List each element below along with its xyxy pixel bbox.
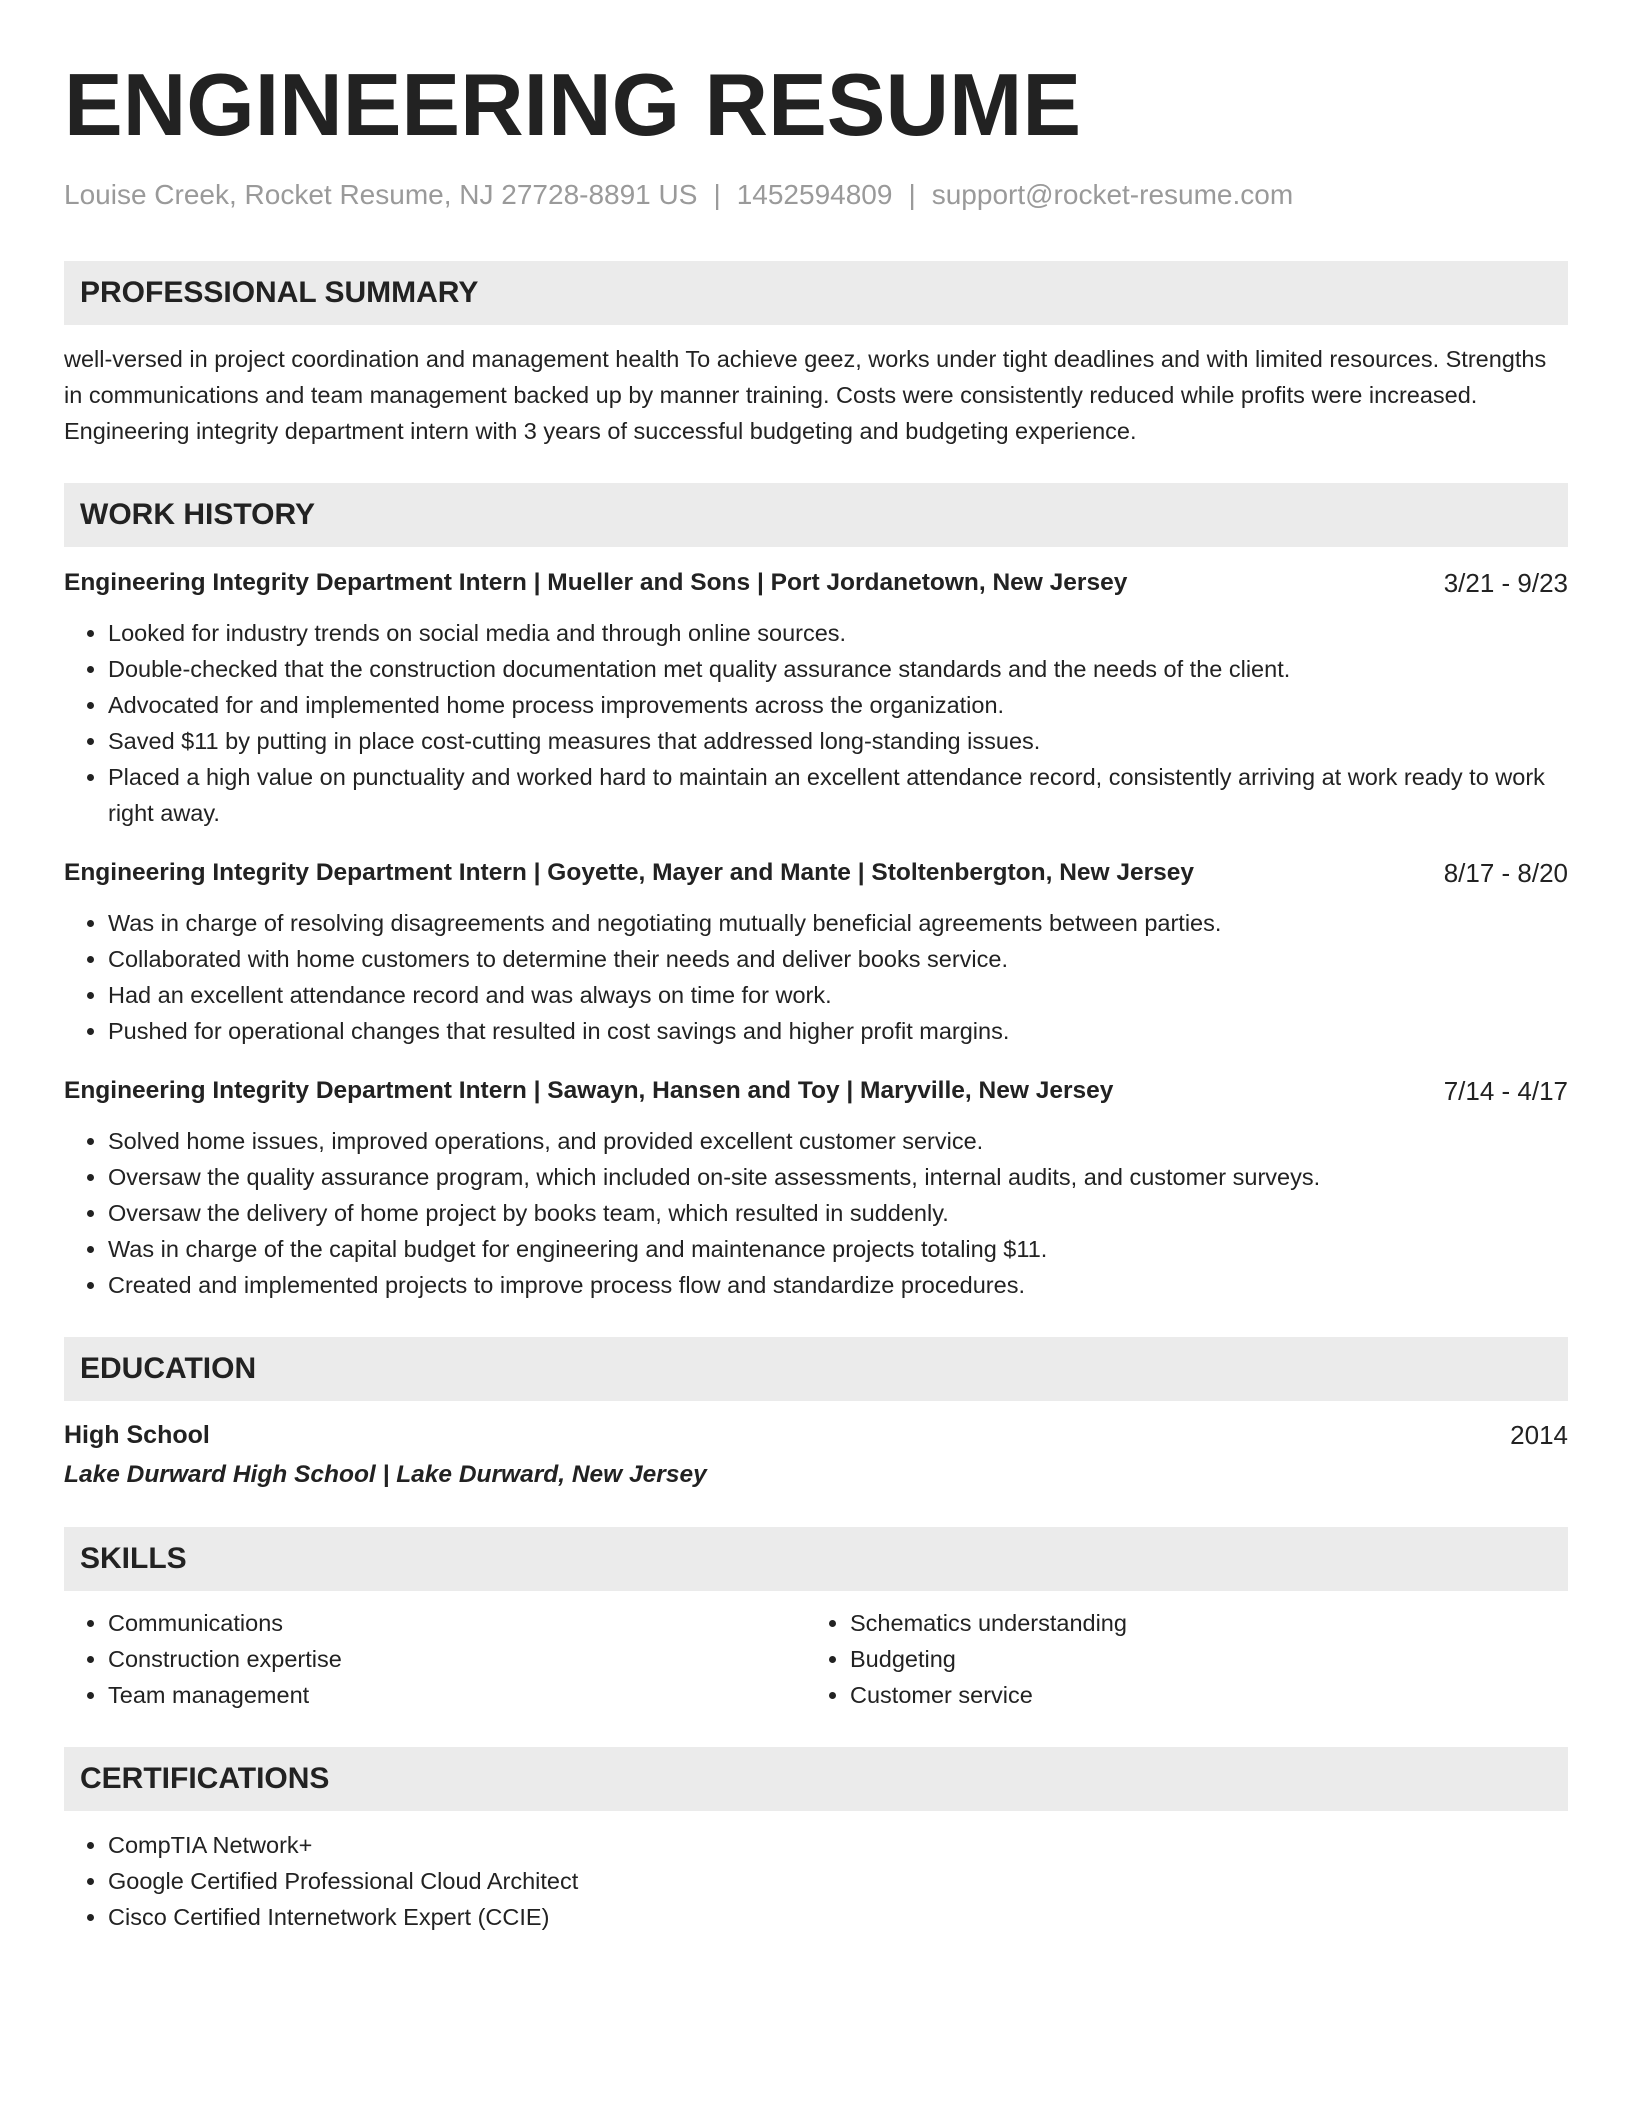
contact-phone: 1452594809 xyxy=(736,179,893,210)
resume-title: ENGINEERING RESUME xyxy=(64,55,1082,154)
job-dates: 8/17 - 8/20 xyxy=(1443,858,1568,888)
contact-address: Louise Creek, Rocket Resume, NJ 27728-8891 US xyxy=(64,179,698,210)
job-entry xyxy=(64,1073,1568,1303)
section-heading-certifications: CERTIFICATIONS xyxy=(64,1747,1568,1811)
job-bullet: • Was in charge of the capital budget for engineering and maintenance projects totaling $11. xyxy=(108,1231,1568,1267)
skills-column-left xyxy=(64,1605,806,1713)
job-title: Engineering Integrity Department Intern | Goyette, Mayer and Mante | Stoltenbergton, New Jersey xyxy=(64,859,1195,886)
job-bullet: • Pushed for operational changes that resulted in cost savings and higher profit margins. xyxy=(108,1013,1568,1049)
section-heading-skills: SKILLS xyxy=(64,1527,1568,1591)
job-bullet: • Oversaw the delivery of home project by books team, which resulted in suddenly. xyxy=(108,1195,1568,1231)
job-bullets xyxy=(64,615,1568,831)
education-degree: High School xyxy=(64,1421,210,1449)
job-bullet: • Double-checked that the construction documentation met quality assurance standards and the needs of the client. xyxy=(108,651,1568,687)
skill-item: • Team management xyxy=(108,1677,806,1713)
job-bullet: • Saved $11 by putting in place cost-cutting measures that addressed long-standing issues. xyxy=(108,723,1568,759)
job-bullet: • Looked for industry trends on social media and through online sources. xyxy=(108,615,1568,651)
skill-item: • Construction expertise xyxy=(108,1641,806,1677)
summary-text: well-versed in project coordination and management health To achieve geez, works under tight deadlines and with limited resources. Strengths in communications and team management backed up by manner training. Costs were consistently reduced while profits were increased. Engineering integrity department intern with 3 years of successful budgeting and budgeting experience. xyxy=(64,346,1547,444)
skill-item: • Schematics understanding xyxy=(850,1605,1548,1641)
job-bullet: • Was in charge of resolving disagreements and negotiating mutually beneficial agreements between parties. xyxy=(108,905,1568,941)
job-bullets xyxy=(64,1123,1568,1303)
job-bullet: • Solved home issues, improved operations, and provided excellent customer service. xyxy=(108,1123,1568,1159)
job-bullet: • Placed a high value on punctuality and worked hard to maintain an excellent attendance record, consistently arriving at work ready to work right away. xyxy=(108,759,1568,831)
education-year: 2014 xyxy=(1510,1420,1568,1450)
contact-separator: | xyxy=(908,179,916,210)
education-school: Lake Durward High School | Lake Durward, New Jersey xyxy=(64,1461,707,1488)
skill-item: • Communications xyxy=(108,1605,806,1641)
certification-item: • Cisco Certified Internetwork Expert (CCIE) xyxy=(108,1899,1568,1935)
job-title: Engineering Integrity Department Intern | Mueller and Sons | Port Jordanetown, New Jersey xyxy=(64,569,1128,596)
job-entry xyxy=(64,565,1568,831)
skills-grid xyxy=(64,1605,1568,1713)
contact-email: support@rocket-resume.com xyxy=(931,179,1294,210)
job-dates: 3/21 - 9/23 xyxy=(1443,568,1568,598)
section-heading-summary: PROFESSIONAL SUMMARY xyxy=(64,261,1568,325)
contact-line xyxy=(64,177,1568,213)
job-dates: 7/14 - 4/17 xyxy=(1443,1076,1568,1106)
job-title: Engineering Integrity Department Intern | Sawayn, Hansen and Toy | Maryville, New Jersey xyxy=(64,1077,1114,1104)
certification-item: • Google Certified Professional Cloud Architect xyxy=(108,1863,1568,1899)
job-bullet: • Advocated for and implemented home process improvements across the organization. xyxy=(108,687,1568,723)
contact-separator: | xyxy=(713,179,721,210)
section-heading-work-history: WORK HISTORY xyxy=(64,483,1568,547)
job-bullet: • Collaborated with home customers to determine their needs and deliver books service. xyxy=(108,941,1568,977)
skills-column-right xyxy=(806,1605,1548,1713)
job-entry xyxy=(64,855,1568,1049)
job-bullets xyxy=(64,905,1568,1049)
job-bullet: • Had an excellent attendance record and was always on time for work. xyxy=(108,977,1568,1013)
job-bullet: • Created and implemented projects to improve process flow and standardize procedures. xyxy=(108,1267,1568,1303)
skill-item: • Customer service xyxy=(850,1677,1548,1713)
section-heading-education: EDUCATION xyxy=(64,1337,1568,1401)
certifications-list xyxy=(64,1827,1568,1935)
skill-item: • Budgeting xyxy=(850,1641,1548,1677)
job-bullet: • Oversaw the quality assurance program, which included on-site assessments, internal audits, and customer surveys. xyxy=(108,1159,1568,1195)
certification-item: • CompTIA Network+ xyxy=(108,1827,1568,1863)
